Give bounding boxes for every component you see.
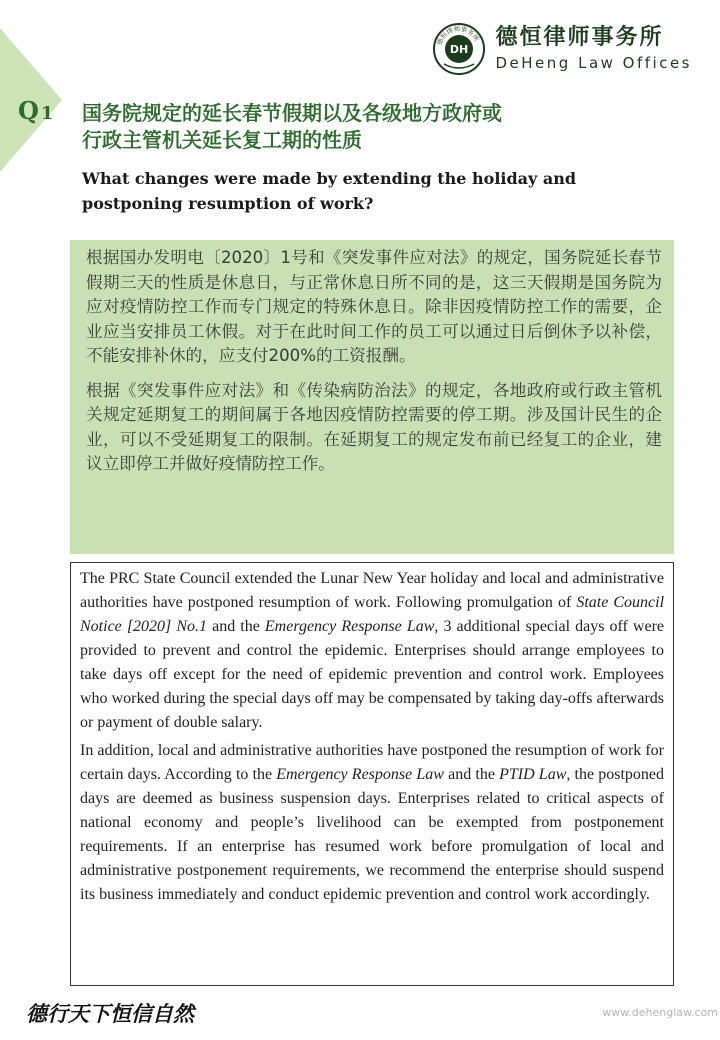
question-title-en (82, 166, 622, 216)
en-paragraph-2: In addition, local and administrative authorities have postponed the resumption of work for certain days. According to the Emergency Response Law and the PTID Law, the postponed days are deemed as business suspension days. Enterprises related to critical aspects of national economy and people’s livelihood can be exempted from postponement requirements. If an enterprise has resumed work before promulgation of local and administrative postponement requirements, we recommend the enterprise should suspend its business immediately and conduct epidemic prevention and control work accordingly. (80, 742, 665, 903)
title-en-line2: postponing resumption of work? (82, 194, 374, 213)
en-paragraph-1: The PRC State Council extended the Lunar New Year holiday and local and administrative authorities have postponed resumption of work. Following promulgation of State Council Notice [2020] No.1 and the Emergency Response Law, 3 additional special days off were provided to prevent and control the epidemic. Enterprises should arrange employees to take days off except for the need of epidemic prevention and control work. Employees who worked during the special days off may be compensated by taking day-offs afterwards or payment of double salary. (80, 570, 665, 731)
citation-emergency-response-law: Emergency Response Law (264, 618, 435, 635)
seal-ring-text: 德恒律师事务所 (434, 24, 481, 47)
calligraphy-slogan (26, 994, 202, 1030)
english-answer-box (70, 562, 674, 986)
title-cn-line1: 国务院规定的延长春节假期以及各级地方政府或 (82, 101, 502, 125)
website-url: www.dehenglaw.com (602, 1006, 718, 1019)
citation-emergency-response-law-2: Emergency Response Law (276, 766, 444, 783)
firm-logo (432, 22, 693, 76)
cn-paragraph-1: 根据国办发明电〔2020〕1号和《突发事件应对法》的规定，国务院延长春节假期三天的性质是休息日，与正常休息日所不同的是，这三天假期是国务院为应对疫情防控工作而专门规定的特殊休息日。除非因疫情防控工作的需要，企业应当安排员工休假。对于在此时间工作的员工可以通过日后倒休予以补偿，不能安排补休的，应支付200%的工资报酬。 (86, 248, 662, 365)
title-en-line1: What changes were made by extending the holiday and (82, 169, 577, 188)
question-title-cn (82, 100, 642, 154)
firm-name-cn: 德恒律师事务所 (495, 25, 664, 50)
cn-paragraph-2: 根据《突发事件应对法》和《传染病防治法》的规定，各地政府或行政主管机关规定延期复工的期间属于各地因疫情防控需要的停工期。涉及国计民生的企业，可以不受延期复工的限制。在延期复工的规定发布前已经复工的企业，建议立即停工并做好疫情防控工作。 (86, 380, 662, 473)
seal-logo-icon (432, 22, 486, 76)
citation-state-council-notice: State Council Notice [2020] No.1 (80, 594, 665, 635)
svg-text:德行天下恒信自然: 德行天下恒信自然 (26, 1001, 194, 1026)
chinese-answer-box (70, 240, 674, 554)
firm-name-en: DeHeng Law Offices (495, 54, 692, 72)
question-number: Q 1 (18, 96, 54, 125)
citation-ptid-law: PTID Law (499, 766, 567, 783)
title-cn-line2: 行政主管机关延长复工期的性质 (82, 128, 362, 152)
seal-center-text: DH (449, 43, 468, 56)
